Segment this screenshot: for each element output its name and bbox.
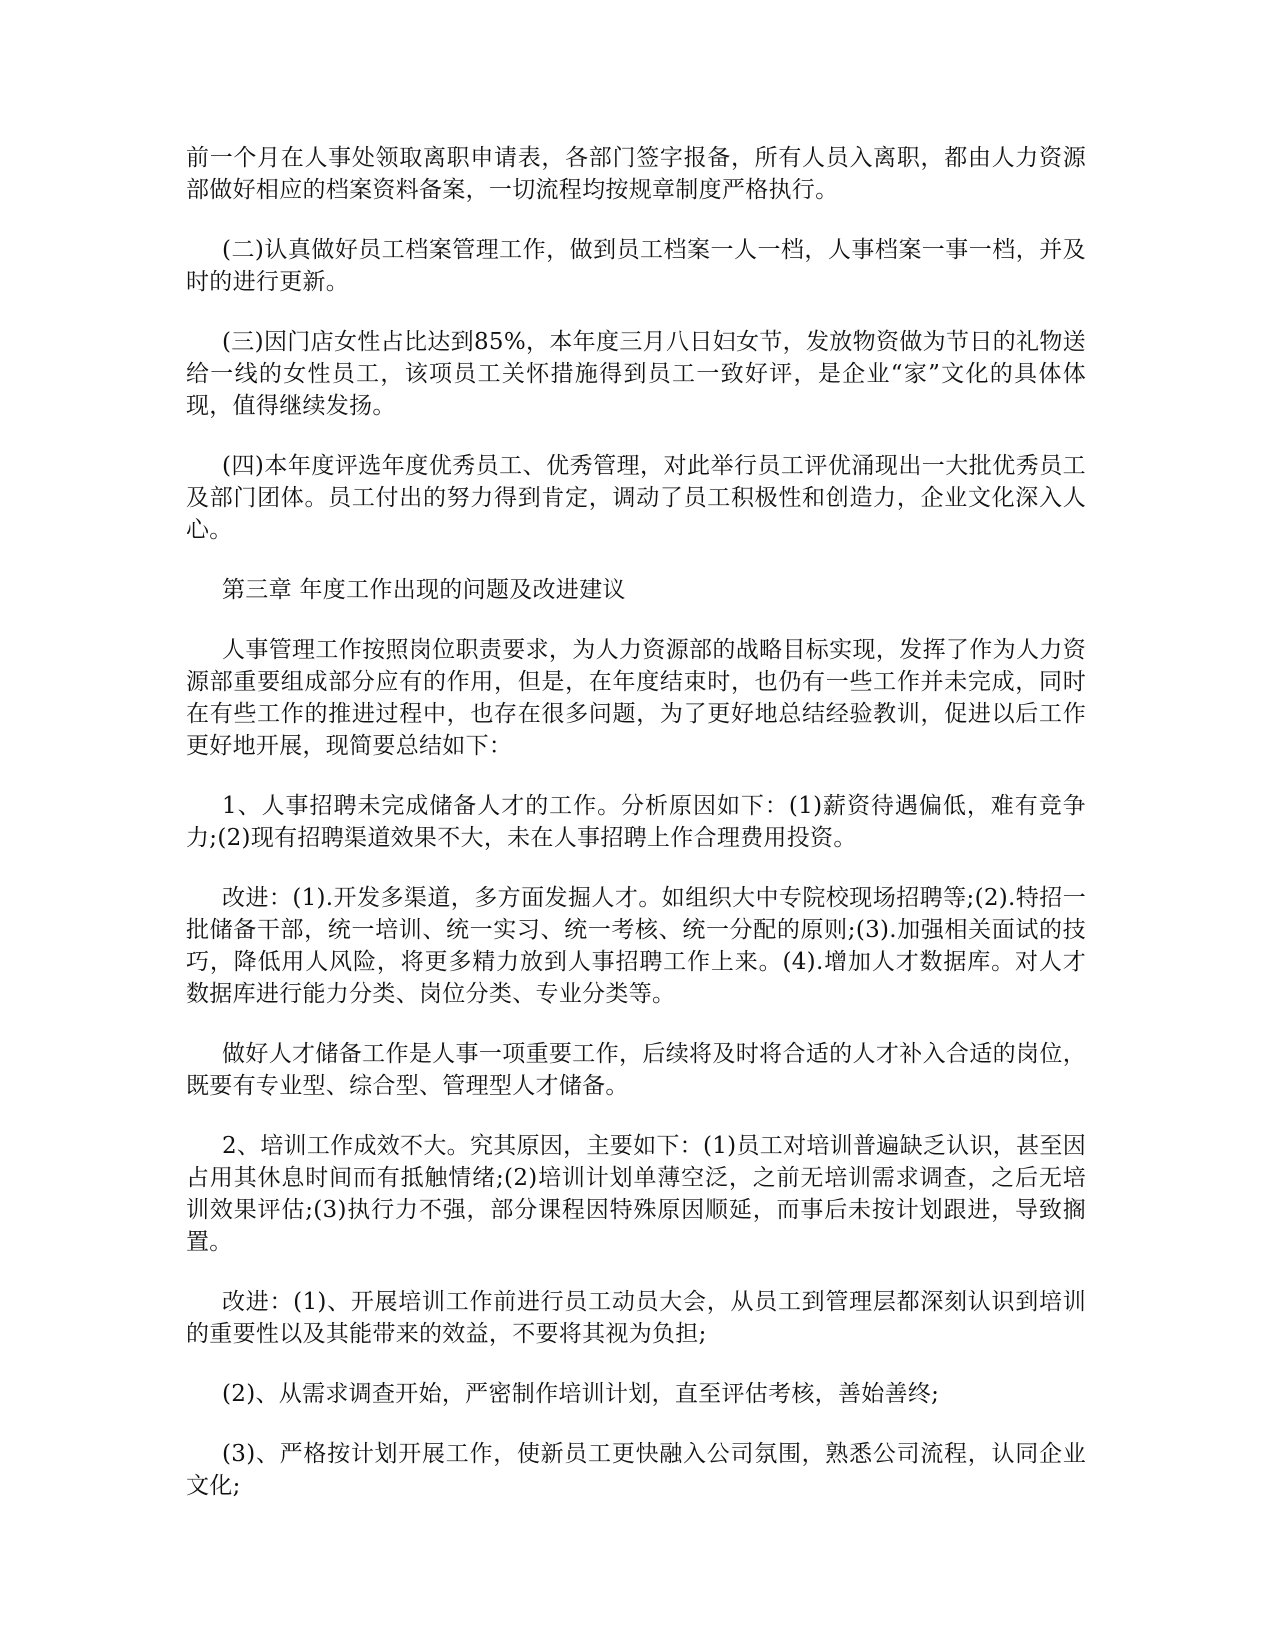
chapter-heading: 第三章 年度工作出现的问题及改进建议 (222, 577, 626, 603)
paragraph-6: 人事管理工作按照岗位职责要求，为人力资源部的战略目标实现，发挥了作为人力资源部重要组成部分应有的作用，但是，在年度结束时，也仍有一些工作并未完成，同时在有些工作的推进过程中，也存在很多问题，为了更好地总结经验教训，促进以后工作更好地开展，现简要总结如下： (186, 637, 1086, 759)
paragraph-10: 2、培训工作成效不大。究其原因，主要如下：(1)员工对培训普遍缺乏认识，甚至因占用其休息时间而有抵触情绪;(2)培训计划单薄空泛，之前无培训需求调查，之后无培训效果评估;(3)执行力不强，部分课程因特殊原因顺延，而事后未按计划跟进，导致搁置。 (186, 1133, 1086, 1255)
paragraph-3: (三)因门店女性占比达到85%，本年度三月八日妇女节，发放物资做为节日的礼物送给一线的女性员工，该项员工关怀措施得到员工一致好评，是企业“家”文化的具体体现，值得继续发扬。 (186, 329, 1086, 419)
document-page (186, 142, 1086, 1530)
paragraph-9: 做好人才储备工作是人事一项重要工作，后续将及时将合适的人才补入合适的岗位，既要有专业型、综合型、管理型人才储备。 (186, 1041, 1086, 1099)
paragraph-13: (3)、严格按计划开展工作，使新员工更快融入公司氛围，熟悉公司流程，认同企业文化; (186, 1441, 1086, 1499)
paragraph-8: 改进：(1).开发多渠道，多方面发掘人才。如组织大中专院校现场招聘等;(2).特招一批储备干部，统一培训、统一实习、统一考核、统一分配的原则;(3).加强相关面试的技巧，降低用人风险，将更多精力放到人事招聘工作上来。(4).增加人才数据库。对人才数据库进行能力分类、岗位分类、专业分类等。 (186, 885, 1086, 1007)
paragraph-4: (四)本年度评选年度优秀员工、优秀管理，对此举行员工评优涌现出一大批优秀员工及部门团体。员工付出的努力得到肯定，调动了员工积极性和创造力，企业文化深入人心。 (186, 453, 1086, 543)
paragraph-11: 改进：(1)、开展培训工作前进行员工动员大会，从员工到管理层都深刻认识到培训的重要性以及其能带来的效益，不要将其视为负担; (186, 1289, 1086, 1347)
paragraph-1: 前一个月在人事处领取离职申请表，各部门签字报备，所有人员入离职，都由人力资源部做好相应的档案资料备案，一切流程均按规章制度严格执行。 (186, 145, 1086, 203)
paragraph-12: (2)、从需求调查开始，严密制作培训计划，直至评估考核，善始善终; (222, 1381, 940, 1407)
paragraph-7: 1、人事招聘未完成储备人才的工作。分析原因如下：(1)薪资待遇偏低，难有竞争力;(2)现有招聘渠道效果不大，未在人事招聘上作合理费用投资。 (186, 793, 1086, 851)
paragraph-2: (二)认真做好员工档案管理工作，做到员工档案一人一档，人事档案一事一档，并及时的进行更新。 (186, 237, 1086, 295)
